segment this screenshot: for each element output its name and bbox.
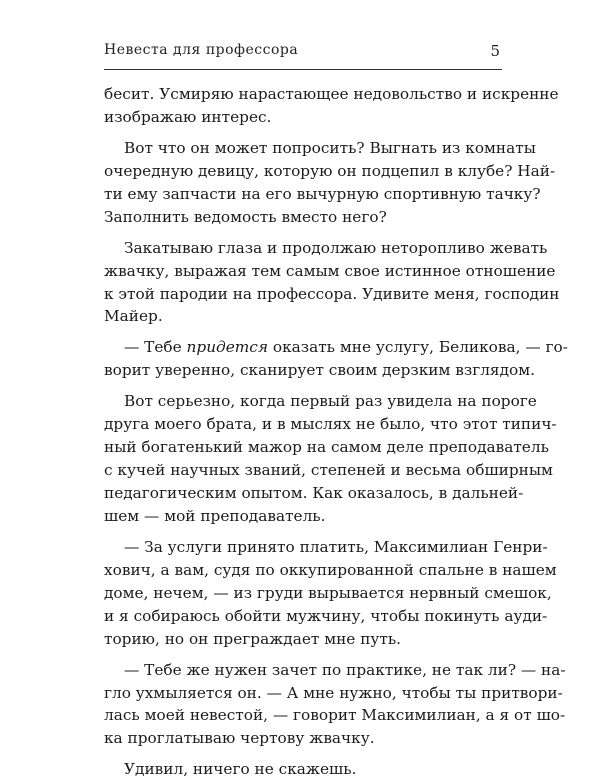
text-line: жвачку, выражая тем самым свое истинное отношение	[104, 261, 556, 280]
text-line: Заполнить ведомость вместо него?	[104, 207, 387, 226]
paragraph-gap	[104, 328, 502, 336]
text-line: доме, нечем, — из груди вырывается нервный смешок,	[104, 583, 552, 602]
paragraph-gap	[104, 750, 502, 758]
paragraph-gap	[104, 650, 502, 658]
text-line: — Тебе же нужен зачет по практике, не так ли? — на-	[124, 660, 566, 679]
text-line: ти ему запчасти на его вычурную спортивную тачку?	[104, 184, 541, 203]
text-line: лась моей невестой, — говорит Максимилиан, а я от шо-	[104, 706, 566, 725]
text-line: Вот что он может попросить? Выгнать из комнаты	[124, 138, 536, 157]
body-text	[104, 83, 568, 781]
paragraph	[104, 237, 560, 329]
text-line: гло ухмыляется он. — А мне нужно, чтобы ты притвори-	[104, 683, 563, 702]
text-line: бесит. Усмиряю нарастающее недовольство и искренне	[104, 85, 559, 103]
text-line: — За услуги принято платить, Максимилиан Генри-	[124, 537, 548, 556]
text-line: — Тебе придется оказать мне услугу, Беликова, — го-	[124, 338, 568, 357]
running-title: Невеста для профессора	[104, 42, 299, 58]
paragraph	[104, 336, 568, 382]
text-line: педагогическим опытом. Как оказалось, в дальней-	[104, 484, 524, 502]
text-line: к этой пародии на профессора. Удивите меня, господин	[104, 284, 560, 303]
paragraph-gap	[104, 129, 502, 137]
text-line: ворит уверенно, сканирует своим дерзким взглядом.	[104, 361, 535, 380]
paragraph-gap	[104, 528, 502, 536]
text-line: с кучей научных званий, степеней и весьма обширным	[104, 461, 553, 480]
page-number: 5	[490, 42, 500, 60]
text-line: шем — мой преподаватель.	[104, 506, 326, 525]
text-line: Закатываю глаза и продолжаю неторопливо жевать	[124, 238, 548, 257]
paragraph	[104, 758, 502, 781]
text-line: Майер.	[104, 307, 163, 326]
text-line: ка проглатываю чертову жвачку.	[104, 729, 375, 748]
paragraph	[104, 83, 559, 129]
text-line: Удивил, ничего не скажешь.	[124, 760, 357, 779]
text-line: изображаю интерес.	[104, 107, 272, 126]
emphasized-word: придется	[186, 338, 268, 357]
paragraph	[104, 536, 557, 650]
text-line: торию, но он преграждает мне путь.	[104, 629, 402, 648]
paragraph	[104, 659, 566, 751]
paragraph-gap	[104, 382, 502, 390]
paragraph	[104, 137, 556, 229]
text-line: Вот серьезно, когда первый раз увидела на пороге	[124, 392, 537, 411]
header-rule	[104, 69, 502, 70]
text-line: очередную девицу, которую он подцепил в клубе? Най-	[104, 161, 556, 180]
text-line: хович, а вам, судя по оккупированной спальне в нашем	[104, 560, 557, 579]
paragraph	[104, 390, 557, 527]
paragraph-gap	[104, 229, 502, 237]
text-line: ный богатенький мажор на самом деле преподаватель	[104, 438, 549, 457]
text-line: и я собираюсь обойти мужчину, чтобы покинуть ауди-	[104, 606, 548, 625]
text-line: друга моего брата, и в мыслях не было, что этот типич-	[104, 415, 557, 434]
